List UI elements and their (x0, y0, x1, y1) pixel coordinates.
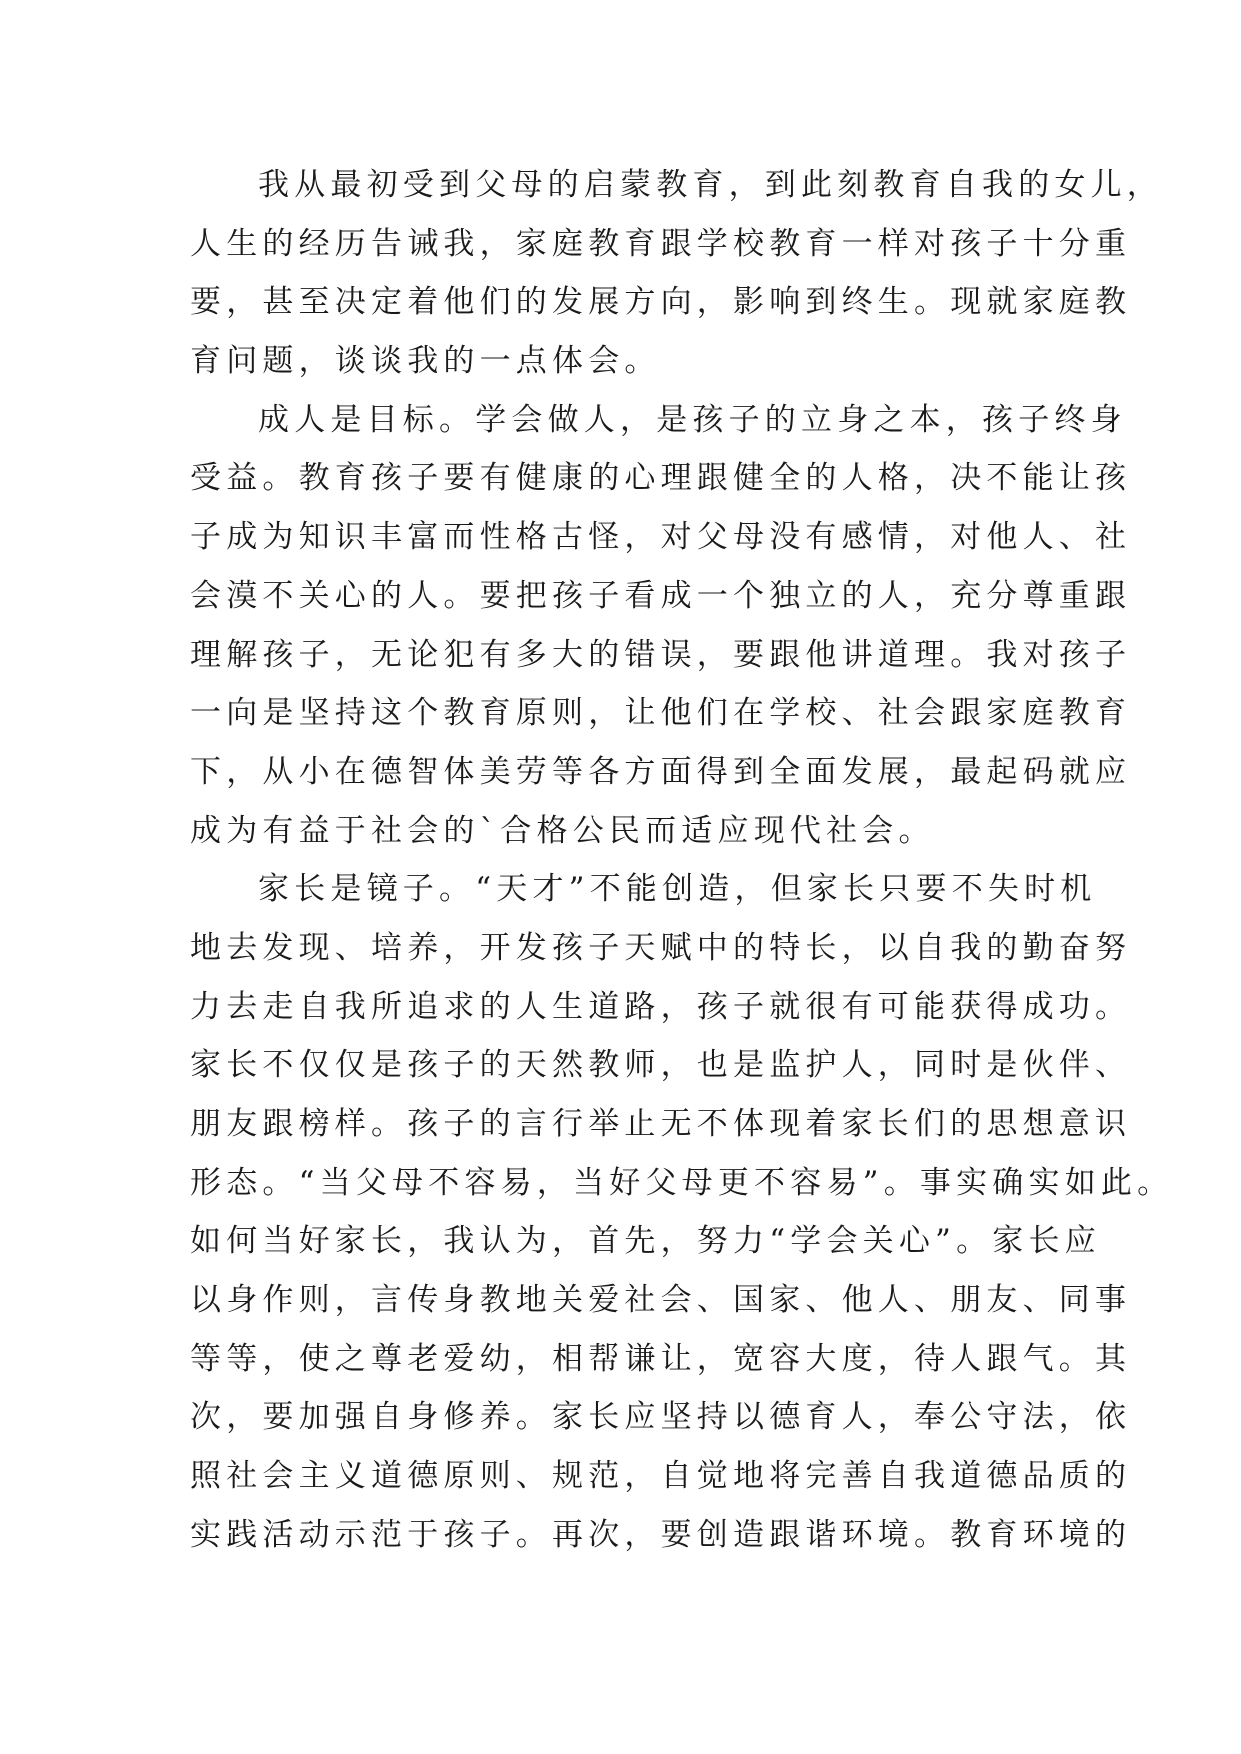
text-line: 要，甚至决定着他们的发展方向，影响到终生。现就家庭教 (190, 284, 1132, 321)
text-line: 地去发现、培养，开发孩子天赋中的特长，以自我的勤奋努 (190, 929, 1132, 966)
text-line: 子成为知识丰富而性格古怪，对父母没有感情，对他人、社 (190, 519, 1132, 556)
text-line: 力去走自我所追求的人生道路，孩子就很有可能获得成功。 (190, 988, 1132, 1025)
text-line: 如何当好家长，我认为，首先，努力“学会关心”。家长应 (190, 1223, 1101, 1260)
paragraph-2 (190, 391, 1132, 861)
text-line: 家长不仅仅是孩子的天然教师，也是监护人，同时是伙伴、 (190, 1047, 1132, 1084)
text-line: 朋友跟榜样。孩子的言行举止无不体现着家长们的思想意识 (190, 1106, 1132, 1142)
body-text (190, 156, 1174, 1565)
text-line: 形态。“当父母不容易，当好父母更不容易”。事实确实如此。 (190, 1164, 1174, 1201)
text-line: 会漠不关心的人。要把孩子看成一个独立的人，充分尊重跟 (190, 577, 1132, 614)
text-line: 理解孩子，无论犯有多大的错误，要跟他讲道理。我对孩子 (190, 636, 1132, 673)
text-line: 受益。教育孩子要有健康的心理跟健全的人格，决不能让孩 (190, 460, 1132, 497)
text-line: 人生的经历告诫我，家庭教育跟学校教育一样对孩子十分重 (190, 225, 1132, 262)
text-line: 我从最初受到父母的启蒙教育，到此刻教育自我的女儿， (258, 167, 1163, 203)
text-line: 育问题，谈谈我的一点体会。 (190, 343, 661, 380)
text-line: 家长是镜子。“天才”不能创造，但家长只要不失时机 (258, 871, 1097, 908)
text-line: 照社会主义道德原则、规范，自觉地将完善自我道德品质的 (190, 1458, 1132, 1495)
text-line: 一向是坚持这个教育原则，让他们在学校、社会跟家庭教育 (190, 695, 1132, 732)
text-line: 等等，使之尊老爱幼，相帮谦让，宽容大度，待人跟气。其 (190, 1340, 1132, 1377)
paragraph-3 (190, 860, 1174, 1564)
text-line: 实践活动示范于孩子。再次，要创造跟谐环境。教育环境的 (190, 1516, 1132, 1553)
text-line: 成为有益于社会的`合格公民而适应现代社会。 (190, 812, 935, 849)
text-line: 成人是目标。学会做人，是孩子的立身之本，孩子终身 (258, 401, 1127, 438)
paragraph-1 (190, 156, 1163, 391)
text-line: 次，要加强自身修养。家长应坚持以德育人，奉公守法，依 (190, 1399, 1132, 1436)
text-line: 下，从小在德智体美劳等各方面得到全面发展，最起码就应 (190, 753, 1132, 790)
text-line: 以身作则，言传身教地关爱社会、国家、他人、朋友、同事 (190, 1282, 1132, 1319)
